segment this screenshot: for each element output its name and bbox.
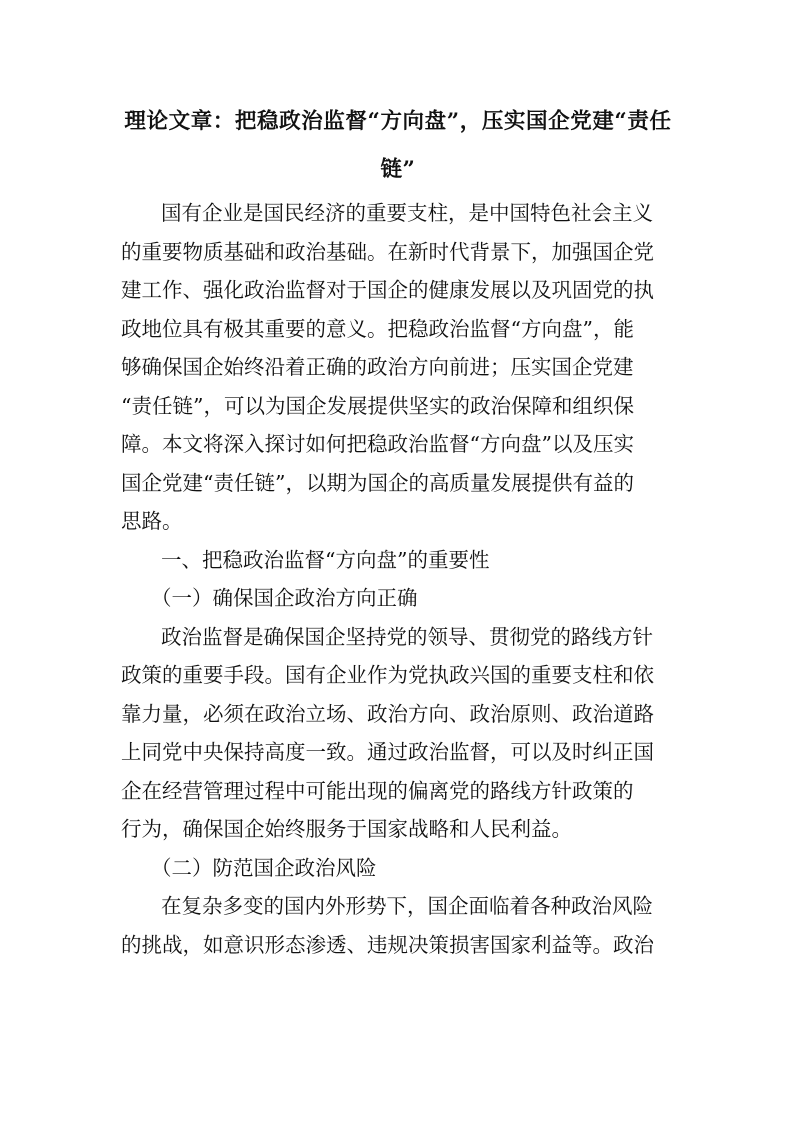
text-line: 国企党建“责任链”，以期为国企的高质量发展提供有益的 [121, 470, 634, 495]
text-line: 政治监督是确保国企坚持党的领导、贯彻党的路线方针 [161, 624, 653, 649]
text-line: 够确保国企始终沿着正确的政治方向前进；压实国企党建 [121, 355, 634, 379]
text-line: 靠力量，必须在政治立场、政治方向、政治原则、政治道路 [121, 701, 654, 726]
text-line: 政策的重要手段。国有企业作为党执政兴国的重要支柱和依 [121, 663, 654, 687]
subsection-paragraph [121, 887, 675, 964]
section-heading [121, 541, 675, 580]
text-line: 国有企业是国民经济的重要支柱，是中国特色社会主义 [161, 201, 653, 225]
text-line: 障。本文将深入探讨如何把稳政治监督“方向盘”以及压实 [121, 432, 634, 456]
subsection-paragraph [121, 618, 675, 849]
subsection-heading [121, 579, 675, 618]
subsection-heading-text: （二）防范国企政治风险 [151, 855, 377, 880]
subsection-heading-text: （一）确保国企政治方向正确 [151, 586, 418, 610]
title-line: 理论文章：把稳政治监督“方向盘”，压实国企党建“责任 [124, 109, 672, 134]
text-line: 上同党中央保持高度一致。通过政治监督，可以及时纠正国 [121, 740, 654, 764]
intro-paragraph [121, 194, 675, 541]
subsection-heading [121, 849, 675, 888]
text-line: 的重要物质基础和政治基础。在新时代背景下，加强国企党 [121, 239, 654, 264]
document-body [121, 98, 675, 964]
text-line: 建工作、强化政治监督对于国企的健康发展以及巩固党的执 [121, 278, 654, 302]
text-line: 在复杂多变的国内外形势下，国企面临着各种政治风险 [161, 894, 653, 918]
text-line: “责任链”，可以为国企发展提供坚实的政治保障和组织保 [121, 393, 634, 418]
text-line: 企在经营管理过程中可能出现的偏离党的路线方针政策的 [121, 778, 634, 803]
text-line: 政地位具有极其重要的意义。把稳政治监督“方向盘”，能 [121, 316, 634, 341]
text-line: 行为，确保国企始终服务于国家战略和人民利益。 [121, 817, 572, 841]
text-line: 的挑战，如意识形态渗透、违规决策损害国家利益等。政治 [121, 932, 654, 957]
document-title [121, 98, 675, 194]
title-line: 链” [380, 157, 416, 182]
section-heading-text: 一、把稳政治监督“方向盘”的重要性 [161, 547, 490, 572]
text-line: 思路。 [121, 509, 183, 533]
